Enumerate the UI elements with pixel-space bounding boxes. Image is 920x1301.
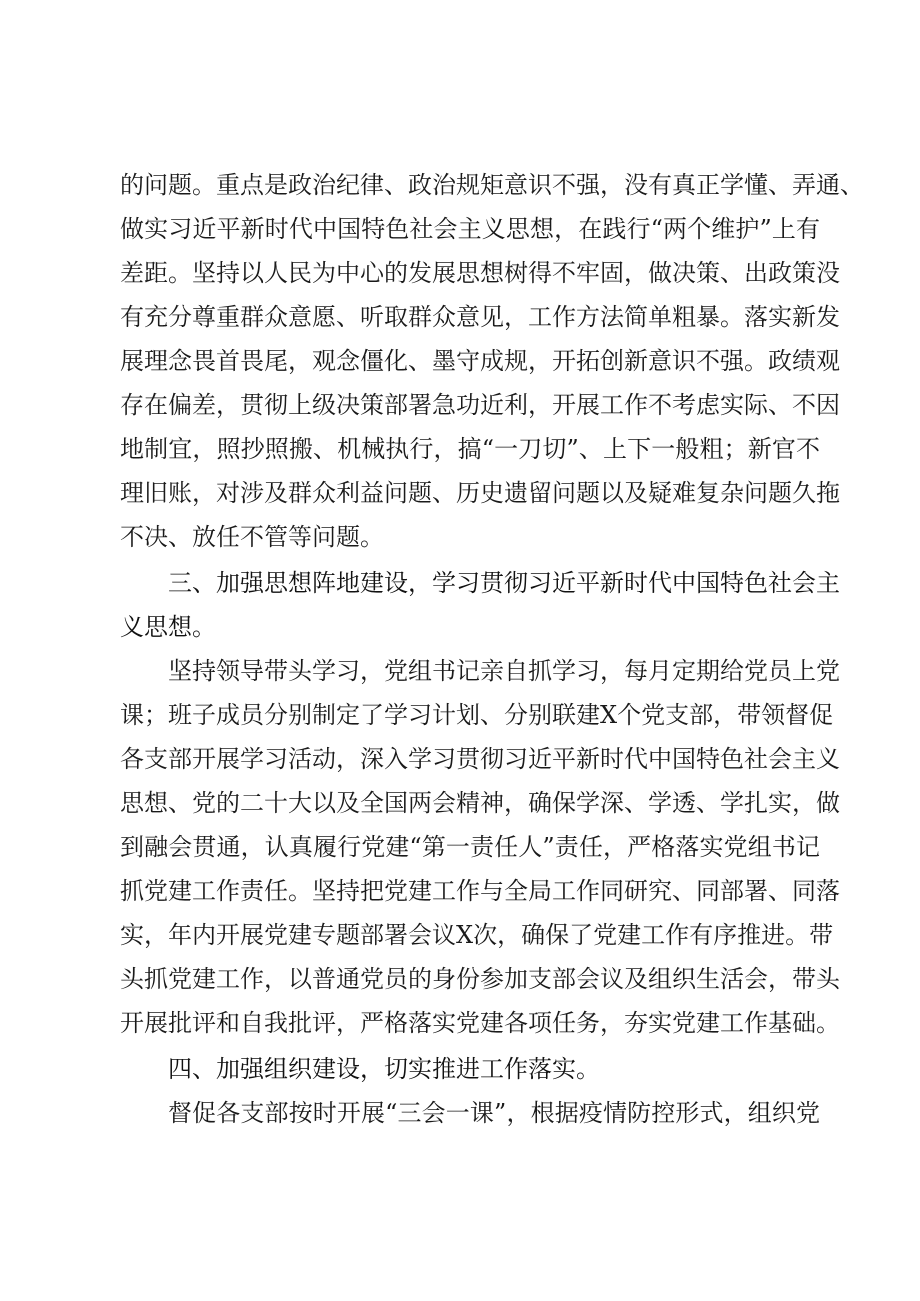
paragraph-line: 头抓党建工作，以普通党员的身份参加支部会议及组织生活会，带头 [120, 965, 840, 993]
section-heading-4: 四、加强组织建设，切实推进工作落实。 [168, 1055, 600, 1083]
paragraph-line: 的问题。重点是政治纪律、政治规矩意识不强，没有真正学懂、弄通、 [120, 171, 864, 199]
paragraph-line: 各支部开展学习活动，深入学习贯彻习近平新时代中国特色社会主义 [120, 745, 840, 773]
paragraph-line: 差距。坚持以人民为中心的发展思想树得不牢固，做决策、出政策没 [120, 259, 840, 287]
paragraph-line: 做实习近平新时代中国特色社会主义思想，在践行“两个维护”上有 [120, 215, 820, 243]
paragraph-line: 督促各支部按时开展“三会一课”，根据疫情防控形式，组织党 [168, 1099, 820, 1127]
paragraph-line: 不决、放任不管等问题。 [120, 523, 384, 551]
paragraph-line: 思想、党的二十大以及全国两会精神，确保学深、学透、学扎实，做 [120, 789, 840, 817]
paragraph-line: 开展批评和自我批评，严格落实党建各项任务，夯实党建工作基础。 [120, 1009, 840, 1037]
paragraph-line: 有充分尊重群众意愿、听取群众意见，工作方法简单粗暴。落实新发 [120, 303, 840, 331]
section-heading-3-cont: 义思想。 [120, 613, 216, 641]
paragraph-line: 课；班子成员分别制定了学习计划、分别联建X个党支部，带领督促 [120, 701, 834, 729]
paragraph-line: 实，年内开展党建专题部署会议X次，确保了党建工作有序推进。带 [120, 921, 834, 949]
paragraph-line: 地制宜，照抄照搬、机械执行，搞“一刀切”、上下一般粗；新官不 [120, 435, 820, 463]
paragraph-line: 存在偏差，贯彻上级决策部署急功近利，开展工作不考虑实际、不因 [120, 391, 840, 419]
paragraph-line: 理旧账，对涉及群众利益问题、历史遗留问题以及疑难复杂问题久拖 [120, 479, 840, 507]
paragraph-line: 到融会贯通，认真履行党建“第一责任人”责任，严格落实党组书记 [120, 833, 820, 861]
paragraph-line: 展理念畏首畏尾，观念僵化、墨守成规，开拓创新意识不强。政绩观 [120, 347, 840, 375]
section-heading-3: 三、加强思想阵地建设，学习贯彻习近平新时代中国特色社会主 [168, 569, 840, 597]
paragraph-line: 坚持领导带头学习，党组书记亲自抓学习，每月定期给党员上党 [168, 657, 840, 685]
paragraph-line: 抓党建工作责任。坚持把党建工作与全局工作同研究、同部署、同落 [120, 877, 840, 905]
